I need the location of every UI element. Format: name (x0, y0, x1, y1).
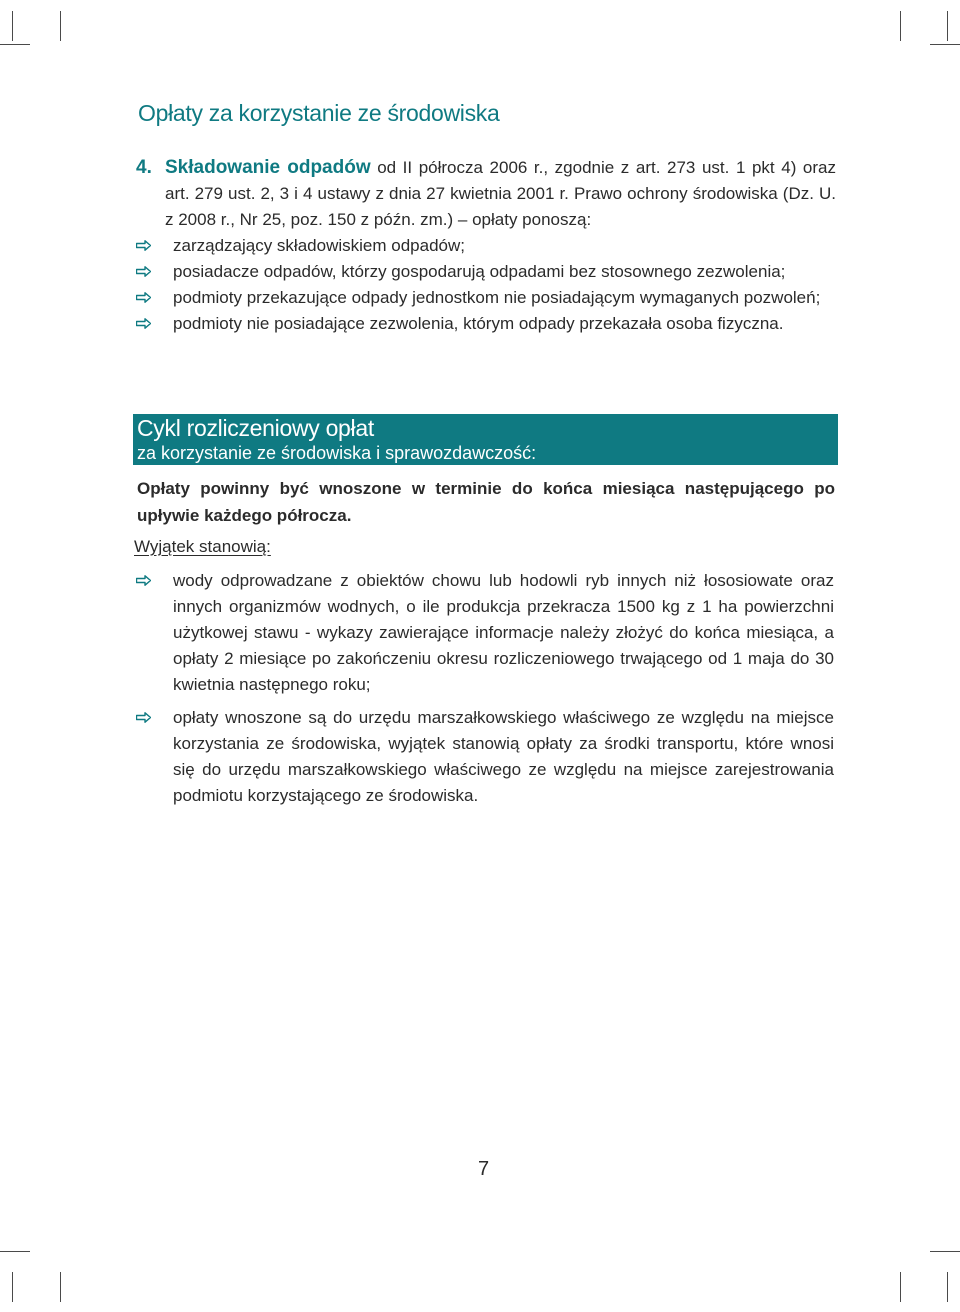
bullet-item-text: zarządzający składowiskiem odpadów; (173, 236, 465, 255)
crop-mark (900, 11, 901, 41)
section-4-text: od II półrocza 2006 r., zgodnie z art. 273 ust. 1 pkt 4) oraz art. 279 ust. 2, 3 i 4 ustawy z dnia 27 kwietnia 2001 r. Prawo ochrony środowiska (Dz. U. z 2008 r., Nr 25, poz. 150 z późn. zm.) – opłaty ponoszą: (165, 158, 837, 229)
bullet-item (136, 285, 836, 311)
section-heading: Składowanie odpadów (165, 157, 371, 178)
crop-mark (947, 1272, 948, 1302)
section-number: 4. (136, 157, 152, 178)
crop-mark (60, 11, 61, 41)
exception-item (136, 705, 834, 809)
page-number: 7 (478, 1158, 490, 1180)
exception-item-text: opłaty wnoszone są do urzędu marszałkowskiego właściwego ze względu na miejsce korzystania ze środowiska, wyjątek stanowią opłaty za środki transportu, które wnosi się do urzędu marszałkowskiego właściwego ze względu na miejsce zarejestrowania podmiotu korzystającego ze środowiska. (173, 708, 834, 805)
billing-cycle-banner (133, 414, 838, 465)
exception-item (136, 568, 834, 698)
crop-mark (930, 1251, 960, 1252)
exceptions-label: Wyjątek stanowią: (134, 537, 271, 556)
exceptions-list (136, 568, 834, 809)
section-4-paragraph (136, 155, 836, 233)
banner-title: Cykl rozliczeniowy opłat (137, 415, 374, 441)
bullet-item-text: podmioty nie posiadające zezwolenia, którym odpady przekazała osoba fizyczna. (173, 314, 784, 333)
bullet-item (136, 259, 836, 285)
exception-item-text: wody odprowadzane z obiektów chowu lub hodowli ryb innych niż łososiowate oraz innych organizmów wodnych, o ile produkcja przekracza 1500 kg z 1 ha powierzchni użytkowej stawu - wykazy zawierające informacje należy złożyć do końca miesiąca, a opłaty 2 miesiące po zakończeniu okresu rozliczeniowego trwającego od 1 maja do 30 kwietnia następnego roku; (173, 571, 834, 694)
arrow-right-icon (136, 575, 151, 586)
crop-mark (930, 44, 960, 45)
crop-mark (900, 1272, 901, 1302)
page-title: Opłaty za korzystanie ze środowiska (138, 100, 500, 126)
bullet-item-text: podmioty przekazujące odpady jednostkom nie posiadającym wymaganych pozwoleń; (173, 288, 821, 307)
arrow-right-icon (136, 266, 151, 277)
arrow-right-icon (136, 240, 151, 251)
arrow-right-icon (136, 318, 151, 329)
arrow-right-icon (136, 292, 151, 303)
crop-mark (60, 1272, 61, 1302)
crop-mark (12, 1272, 13, 1302)
crop-mark (12, 11, 13, 41)
arrow-right-icon (136, 712, 151, 723)
bullet-item (136, 233, 836, 259)
crop-mark (947, 11, 948, 41)
banner-subtitle: za korzystanie ze środowiska i sprawozdawczość: (137, 443, 537, 463)
section-4 (136, 155, 836, 337)
bullet-item-text: posiadacze odpadów, którzy gospodarują odpadami bez stosownego zezwolenia; (173, 262, 786, 281)
crop-mark (0, 1251, 30, 1252)
payment-rule: Opłaty powinny być wnoszone w terminie do końca miesiąca następującego po upływie każdego półrocza. (137, 479, 835, 525)
bullet-item (136, 311, 836, 337)
crop-mark (0, 44, 30, 45)
section-4-bullets (136, 233, 836, 337)
